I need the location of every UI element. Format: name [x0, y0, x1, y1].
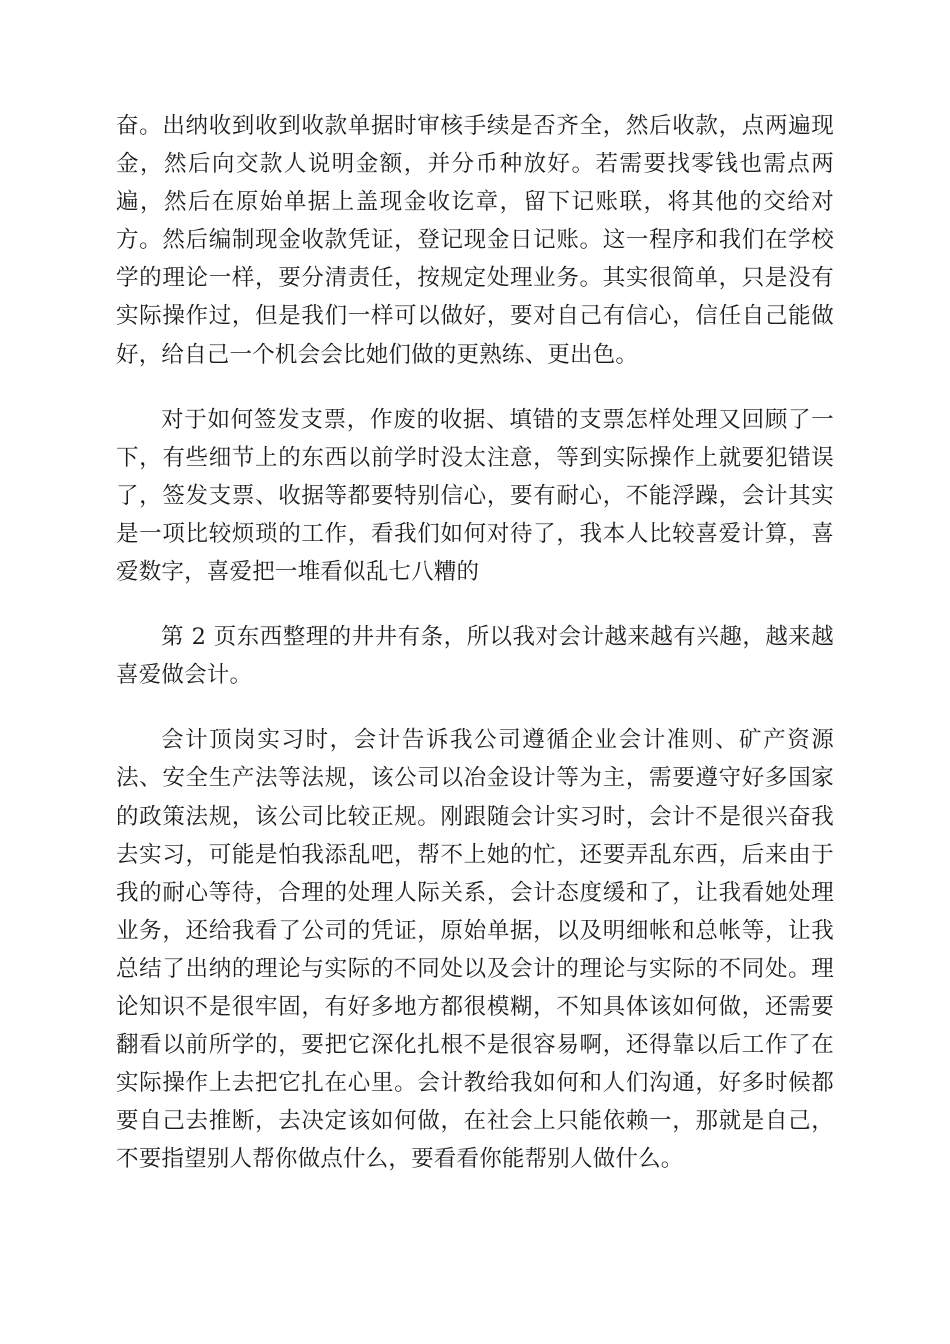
- document-page: [116, 107, 834, 1178]
- body-paragraph-4: 会计顶岗实习时，会计告诉我公司遵循企业会计准则、矿产资源法、安全生产法等法规，该公司以冶金设计等为主，需要遵守好多国家的政策法规，该公司比较正规。刚跟随会计实习时，会计不是很兴奋我去实习，可能是怕我添乱吧，帮不上她的忙，还要弄乱东西，后来由于我的耐心等待，合理的处理人际关系，会计态度缓和了，让我看她处理业务，还给我看了公司的凭证，原始单据，以及明细帐和总帐等，让我总结了出纳的理论与实际的不同处以及会计的理论与实际的不同处。理论知识不是很牢固，有好多地方都很模糊，不知具体该如何做，还需要翻看以前所学的，要把它深化扎根不是很容易啊，还得靠以后工作了在实际操作上去把它扎在心里。会计教给我如何和人们沟通，好多时候都要自己去推断，去决定该如何做，在社会上只能依赖一，那就是自己，不要指望别人帮你做点什么，要看看你能帮别人做什么。: [116, 727, 834, 1173]
- body-paragraph-3: 第 2 页东西整理的井井有条，所以我对会计越来越有兴趣，越来越喜爱做会计。: [116, 624, 834, 689]
- body-paragraph-2: 对于如何签发支票，作废的收据、填错的支票怎样处理又回顾了一下，有些细节上的东西以前学时没太注意，等到实际操作上就要犯错误了，签发支票、收据等都要特别信心，要有耐心，不能浮躁，会计其实是一项比较烦琐的工作，看我们如何对待了，我本人比较喜爱计算，喜爱数字，喜爱把一堆看似乱七八糟的: [116, 406, 834, 586]
- body-paragraph-1: 奋。出纳收到收到收款单据时审核手续是否齐全，然后收款，点两遍现金，然后向交款人说明金额，并分币种放好。若需要找零钱也需点两遍，然后在原始单据上盖现金收讫章，留下记账联，将其他的交给对方。然后编制现金收款凭证，登记现金日记账。这一程序和我们在学校学的理论一样，要分清责任，按规定处理业务。其实很简单，只是没有实际操作过，但是我们一样可以做好，要对自己有信心，信任自己能做好，给自己一个机会会比她们做的更熟练、更出色。: [116, 113, 834, 368]
